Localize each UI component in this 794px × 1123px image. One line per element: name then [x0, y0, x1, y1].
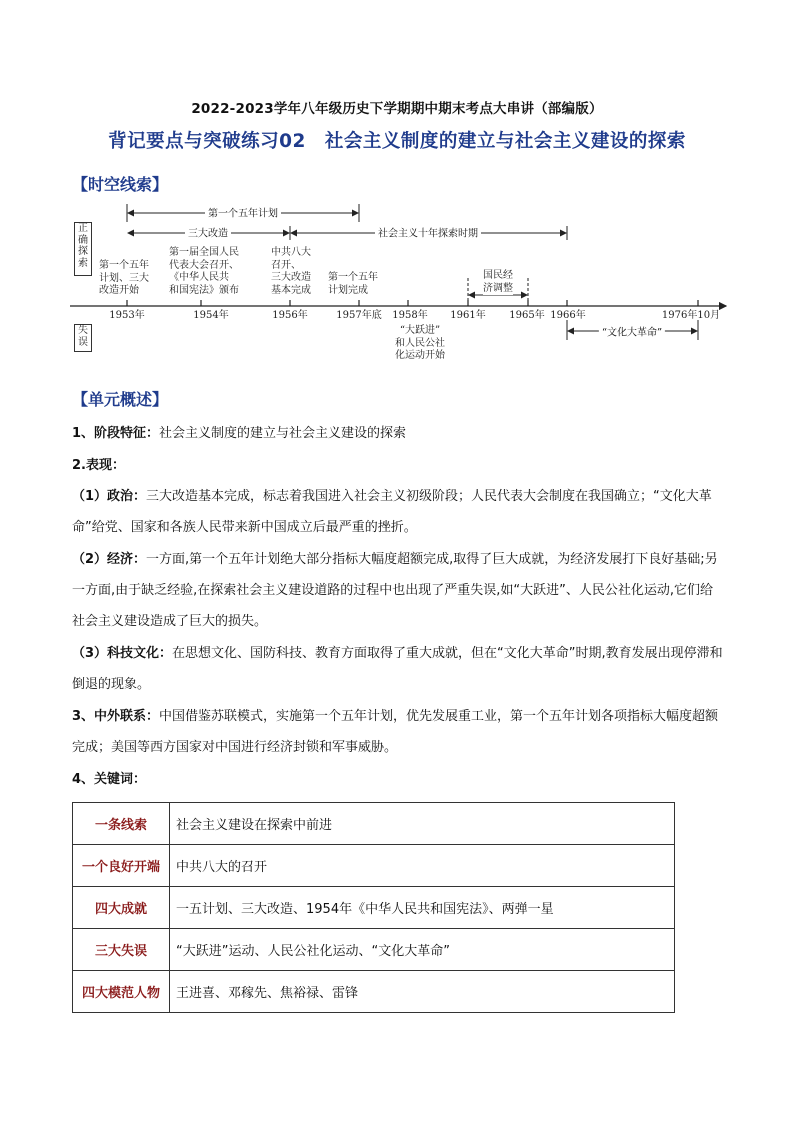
overview-science-culture [72, 638, 724, 700]
overview-heading: 【单元概述】 [72, 390, 169, 409]
tick-label: 1965年 [509, 310, 545, 321]
event-1956: 中共八大 召开、 三大改造 基本完成 [271, 247, 311, 296]
keyword-value: 一五计划、三大改造、1954年《中华人民共和国宪法》、两弹一星 [170, 887, 675, 929]
event-1953: 第一个五年 计划、三大 改造开始 [99, 260, 149, 296]
keyword-key: 一条线索 [73, 803, 170, 845]
page-sub-title: 2022-2023学年八年级历史下学期期中期末考点大串讲（部编版） [191, 101, 603, 117]
paragraph-label: （3）科技文化： [72, 646, 173, 661]
overview-stage-feature [72, 418, 724, 449]
overview-keywords-label [72, 764, 724, 795]
span-label-cultural-revolution: “文化大革命” [599, 324, 665, 339]
keyword-key: 四大成就 [73, 887, 170, 929]
paragraph-label: （2）经济： [72, 552, 147, 567]
overview-economy [72, 544, 724, 637]
keyword-key: 三大失误 [73, 929, 170, 971]
tick-label: 1957年底 [336, 310, 382, 321]
keyword-key: 四大模范人物 [73, 971, 170, 1013]
timeline [70, 198, 730, 370]
paragraph-text: 中国借鉴苏联模式，实施第一个五年计划，优先发展重工业，第一个五年计划各项指标大幅度超额完成；美国等西方国家对中国进行经济封锁和军事威胁。 [72, 709, 719, 755]
table-row [73, 845, 675, 887]
timeline-heading: 【时空线索】 [72, 175, 169, 194]
span-label-five-year-plan: 第一个五年计划 [205, 205, 281, 220]
table-row [73, 887, 675, 929]
paragraph-text: 一方面,第一个五年计划绝大部分指标大幅度超额完成,取得了巨大成就，为经济发展打下良好基础;另一方面,由于缺乏经验,在探索社会主义建设道路的过程中也出现了严重失误,如“大跃进”、人民公社化运动,它们给社会主义建设造成了巨大的损失。 [72, 552, 718, 629]
keyword-value: 王进喜、邓稼先、焦裕禄、雷锋 [170, 971, 675, 1013]
event-1954: 第一届全国人民 代表大会召开、 《中华人民共 和国宪法》颁布 [169, 247, 239, 296]
overview-performance [72, 450, 724, 481]
page-title: 背记要点与突破练习02 社会主义制度的建立与社会主义建设的探索 [108, 131, 686, 152]
tick-label: 1958年 [392, 310, 428, 321]
tick-label: 1954年 [193, 310, 229, 321]
keyword-key: 一个良好开端 [73, 845, 170, 887]
paragraph-label: 4、关键词： [72, 772, 147, 787]
table-row [73, 803, 675, 845]
paragraph-label: 2.表现： [72, 458, 125, 473]
keyword-value: 社会主义建设在探索中前进 [170, 803, 675, 845]
event-1958: “大跃进” 和人民公社 化运动开始 [395, 325, 445, 361]
event-1957: 第一个五年 计划完成 [328, 272, 378, 296]
overview-foreign-relations [72, 701, 724, 763]
span-label-ten-years: 社会主义十年探索时期 [375, 225, 481, 240]
timeline-side-label-correct: 正 确 探 索 [74, 222, 92, 276]
span-label-three-reforms: 三大改造 [185, 225, 231, 240]
tick-label: 1961年 [450, 310, 486, 321]
paragraph-label: 1、阶段特征： [72, 426, 160, 441]
tick-label: 1953年 [109, 310, 145, 321]
paragraph-text: 三大改造基本完成，标志着我国进入社会主义初级阶段；人民代表大会制度在我国确立；“文化大革命”给党、国家和各族人民带来新中国成立后最严重的挫折。 [72, 489, 712, 535]
keyword-value: “大跃进”运动、人民公社化运动、“文化大革命” [170, 929, 675, 971]
paragraph-label: 3、中外联系： [72, 709, 160, 724]
keywords-table [72, 802, 675, 1013]
overview-politics [72, 481, 724, 543]
paragraph-label: （1）政治： [72, 489, 147, 504]
paragraph-text: 社会主义制度的建立与社会主义建设的探索 [159, 426, 407, 441]
tick-label: 1956年 [272, 310, 308, 321]
keyword-value: 中共八大的召开 [170, 845, 675, 887]
timeline-side-label-mistake: 失 误 [74, 324, 92, 352]
span-label-adjustment: 国民经 济调整 [483, 270, 513, 294]
tick-label: 1976年10月 [661, 310, 721, 321]
paragraph-text: 在思想文化、国防科技、教育方面取得了重大成就，但在“文化大革命”时期,教育发展出现停滞和倒退的现象。 [72, 646, 723, 692]
table-row [73, 929, 675, 971]
table-row [73, 971, 675, 1013]
tick-label: 1966年 [550, 310, 586, 321]
